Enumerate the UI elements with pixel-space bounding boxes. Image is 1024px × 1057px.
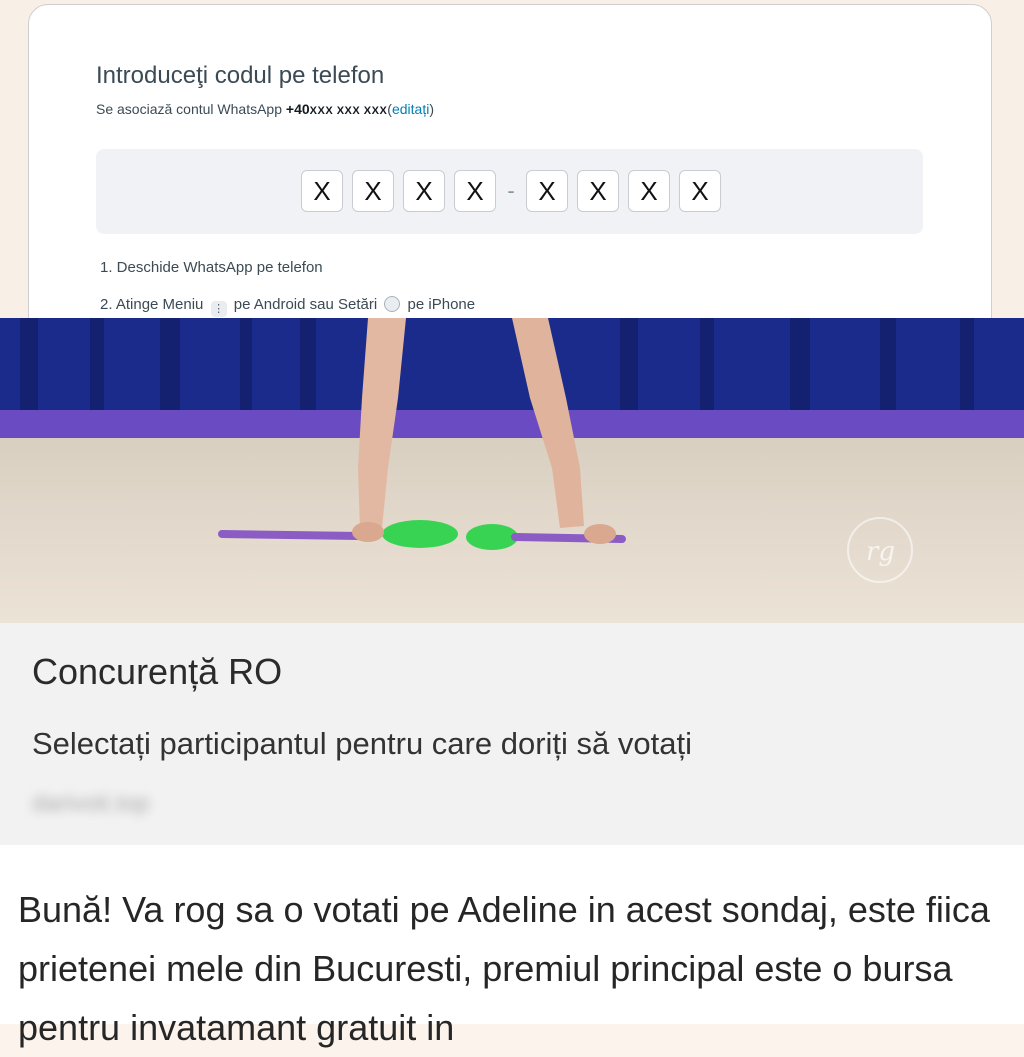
account-subtitle: Se asociază contul WhatsApp +40XXX XXX XXX(editați) (96, 101, 434, 117)
code-separator: - (507, 178, 515, 203)
preview-title: Concurență RO (32, 651, 283, 692)
page-title: Introduceţi codul pe telefon (96, 62, 385, 89)
left-hand (352, 522, 384, 542)
message-text: Bună! Va rog sa o votati pe Adeline in acest sondaj, este fiica prietenei mele din Bucuresti, premiul principal este o bursa pentru invatamant gratuit in (18, 889, 990, 1048)
country-code: +40 (285, 101, 310, 117)
preview-domain: darivoti.top (32, 790, 150, 817)
watermark-logo: rg (866, 537, 896, 567)
code-cell: X (577, 170, 619, 212)
code-cell: X (301, 170, 343, 212)
step2-text-a: 2. Atinge Meniu (100, 296, 204, 313)
step2-text-b: pe Android sau Setări (233, 296, 378, 313)
backdrop (0, 318, 1024, 410)
club-right-body (466, 524, 518, 550)
right-hand (584, 524, 616, 544)
code-cell: X (403, 170, 445, 212)
instruction-step-1: 1. Deschide WhatsApp pe telefon (100, 259, 323, 276)
code-cell: X (679, 170, 721, 212)
code-cell: X (352, 170, 394, 212)
club-left-handle (222, 534, 360, 536)
gymnast-photo (0, 318, 1024, 623)
code-cell: X (628, 170, 670, 212)
instruction-step-2 (100, 296, 475, 318)
step2-text-c: pe iPhone (407, 296, 476, 313)
code-cell: X (526, 170, 568, 212)
whatsapp-screenshot (0, 0, 1024, 318)
club-left-body (382, 520, 458, 548)
instructions-list (100, 259, 475, 318)
masked-phone-number: XXX XXX XXX (309, 105, 388, 117)
code-panel (96, 149, 923, 234)
preview-description: Selectați participantul pentru care doriți să votați (32, 726, 692, 761)
photo-illustration (0, 318, 1024, 623)
vertical-dots-icon: ⋮ (211, 301, 227, 317)
floor-border (0, 410, 1024, 440)
edit-number-link[interactable]: editați (391, 101, 430, 117)
pairing-code (301, 170, 730, 212)
code-cell: X (454, 170, 496, 212)
subtitle-prefix: Se asociază contul WhatsApp (96, 101, 282, 117)
gear-icon (384, 296, 400, 312)
